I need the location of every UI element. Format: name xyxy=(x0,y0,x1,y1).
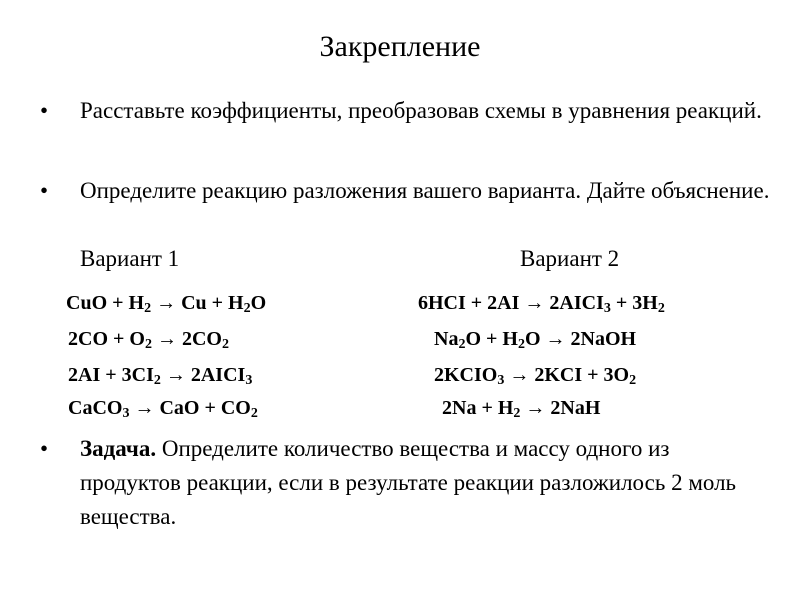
variant-1-label: Вариант 1 xyxy=(80,246,180,271)
bullet-dot-icon: • xyxy=(40,436,49,461)
equation: $2AI + 3CI_2$ → $2AICI_3$ xyxy=(68,364,253,388)
slide-title: Закрепление xyxy=(319,30,481,63)
bullet-dot-icon: • xyxy=(40,178,49,203)
bullet-item xyxy=(40,94,770,128)
equation: $6HCI + 2AI \to 2AICI_3 + 3H_2$ xyxy=(418,292,665,316)
bullet-text: Определите реакцию разложения вашего варианта. Дайте объяснение. xyxy=(80,178,770,203)
bullet-dot-icon: • xyxy=(40,98,49,123)
bullet-item xyxy=(40,174,770,208)
equation: $Na_2O + H_2O$ → 2NaOH xyxy=(434,328,637,352)
equation: $2Na + H_2 \to 2NaH$ xyxy=(442,397,601,421)
equation: CaCO$_3$ → CaO + $CO_2$ xyxy=(68,397,258,421)
bullet-text: Расставьте коэффициенты, преобразовав схемы в уравнения реакций. xyxy=(80,98,762,123)
task-text xyxy=(80,432,770,534)
variant-2-label: Вариант 2 xyxy=(520,246,620,271)
equation: CuO + $H_2 \to Cu + H_2O$ xyxy=(66,292,267,316)
equation: $2CO + O_2 \to 2CO_2$ xyxy=(68,328,229,352)
equation: $2KCIO_3 \to 2KCI + 3O_2$ xyxy=(434,364,637,388)
bullet-item xyxy=(40,432,770,534)
task-label: Задача. xyxy=(80,436,157,461)
task-body: Определите количество вещества и массу одного из продуктов реакции, если в результате реакции разложилось 2 моль вещества. xyxy=(80,436,737,529)
